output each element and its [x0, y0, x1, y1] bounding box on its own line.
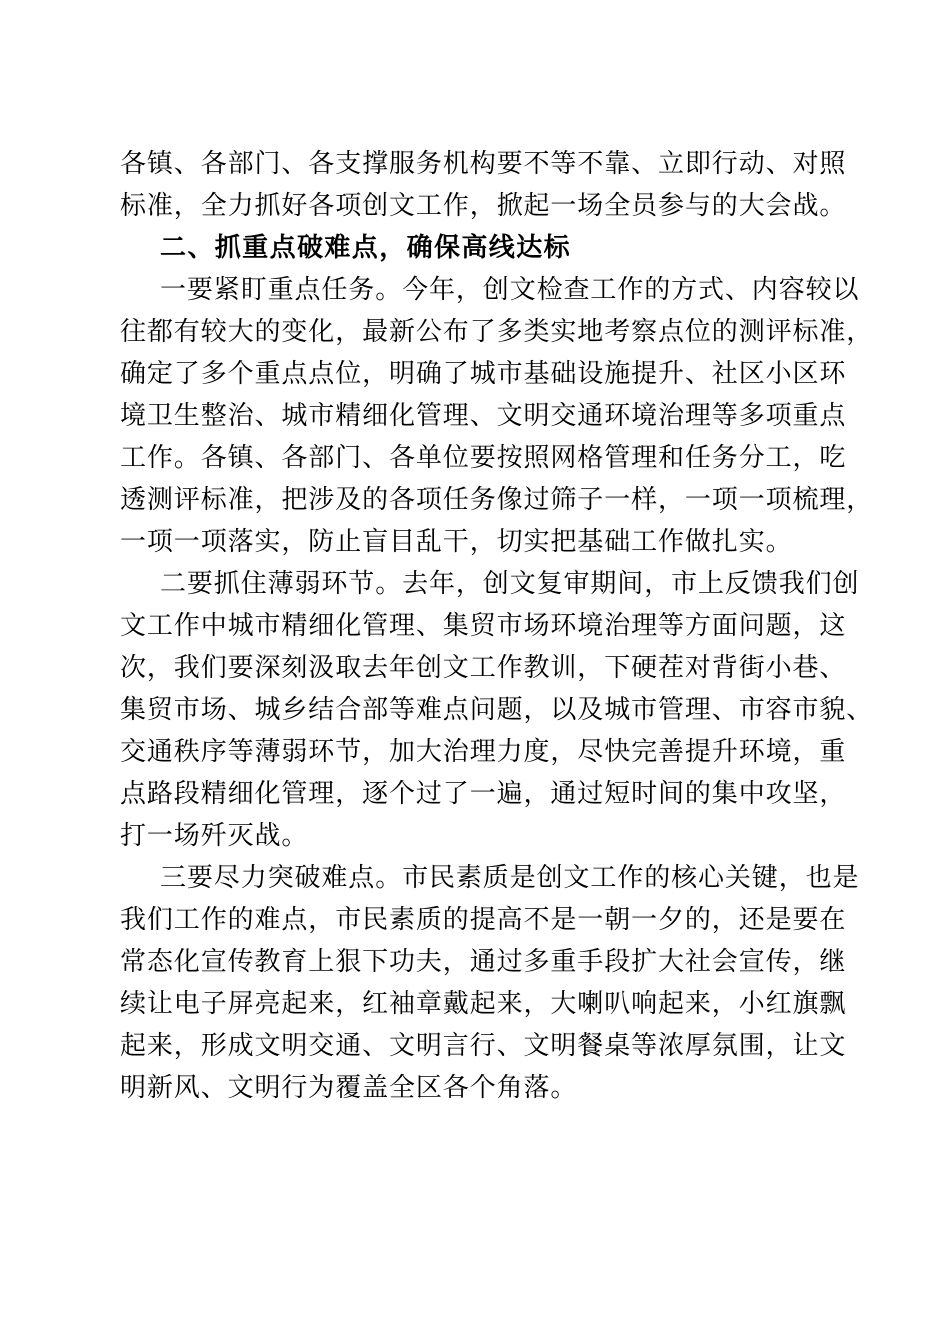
paragraph-line: 我们工作的难点，市民素质的提高不是一朝一夕的，还是要在 [120, 905, 847, 935]
paragraph-line: 境卫生整治、城市精细化管理、文明交通环境治理等多项重点 [120, 401, 847, 431]
paragraph-line: 二要抓住薄弱环节。去年，创文复审期间，市上反馈我们创 [160, 569, 860, 599]
paragraph-line: 常态化宣传教育上狠下功夫，通过多重手段扩大社会宣传，继 [120, 947, 847, 977]
paragraph-line: 交通秩序等薄弱环节，加大治理力度，尽快完善提升环境，重 [120, 737, 847, 767]
intro-line: 标准，全力抓好各项创文工作，掀起一场全员参与的大会战。 [120, 191, 847, 221]
intro-line: 各镇、各部门、各支撑服务机构要不等不靠、立即行动、对照 [120, 149, 847, 179]
paragraph-line: 明新风、文明行为覆盖全区各个角落。 [120, 1073, 578, 1103]
paragraph-line: 次，我们要深刻汲取去年创文工作教训，下硬茬对背街小巷、 [120, 653, 847, 683]
paragraph-line: 集贸市场、城乡结合部等难点问题，以及城市管理、市容市貌、 [120, 695, 874, 725]
paragraph-line: 工作。各镇、各部门、各单位要按照网格管理和任务分工，吃 [120, 443, 847, 473]
paragraph-line: 续让电子屏亮起来，红袖章戴起来，大喇叭响起来，小红旗飘 [120, 989, 847, 1019]
paragraph-line: 一要紧盯重点任务。今年，创文检查工作的方式、内容较以 [160, 275, 860, 305]
paragraph-line: 点路段精细化管理，逐个过了一遍，通过短时间的集中攻坚， [120, 779, 847, 809]
paragraph-line: 透测评标准，把涉及的各项任务像过筛子一样，一项一项梳理， [120, 485, 874, 515]
paragraph-line: 打一场歼灭战。 [120, 821, 309, 851]
paragraph-line: 文工作中城市精细化管理、集贸市场环境治理等方面问题，这 [120, 611, 847, 641]
paragraph-line: 一项一项落实，防止盲目乱干，切实把基础工作做扎实。 [120, 527, 793, 557]
paragraph-line: 确定了多个重点点位，明确了城市基础设施提升、社区小区环 [120, 359, 847, 389]
paragraph-line: 往都有较大的变化，最新公布了多类实地考察点位的测评标准， [120, 317, 874, 347]
paragraph-line: 起来，形成文明交通、文明言行、文明餐桌等浓厚氛围，让文 [120, 1031, 847, 1061]
paragraph-line: 三要尽力突破难点。市民素质是创文工作的核心关键，也是 [160, 863, 860, 893]
section-heading: 二、抓重点破难点，确保高线达标 [160, 233, 572, 263]
